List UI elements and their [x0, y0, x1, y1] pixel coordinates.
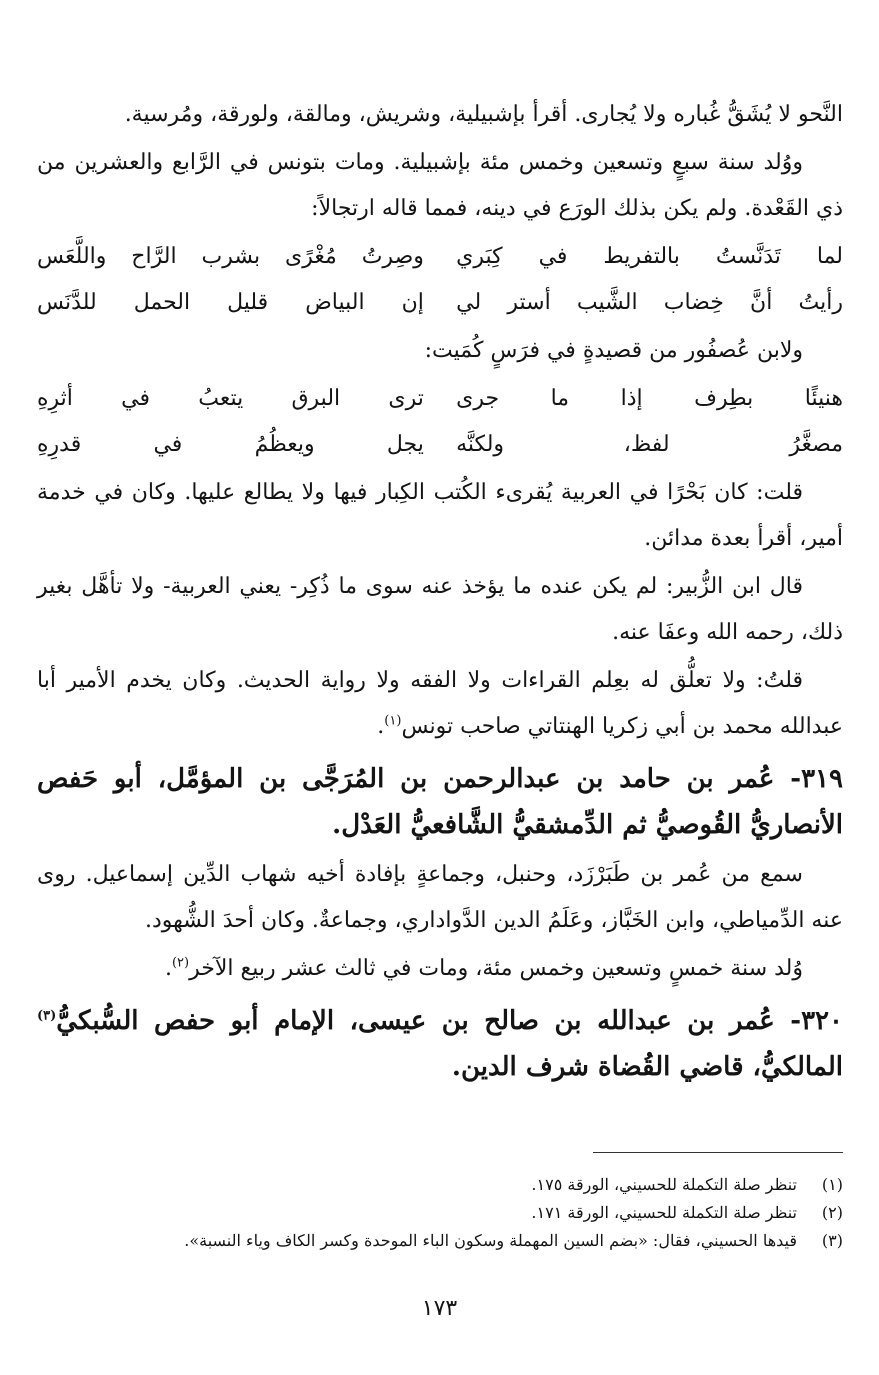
- verse-first-hemistich: لما تَدَنَّستُ بالتفريط في كِبَري: [456, 244, 843, 269]
- verse-first-hemistich: هنيئًا بطِرف إذا ما جرى: [456, 386, 843, 411]
- paragraph-ibn-zubayr: قال ابن الزُّبير: لم يكن عنده ما يؤخذ عنه سوى ما ذُكِر- يعني العربية- ولا تأهَّل بغير ذلك، رحمه الله وعفَا عنه.: [37, 574, 843, 645]
- footnote-mark: (٢): [821, 1203, 843, 1222]
- verse-line: [37, 422, 843, 468]
- verse-line: [37, 280, 843, 326]
- entry-heading-319: [37, 756, 843, 848]
- footnote-text: تنظر صلة التكملة للحسيني، الورقة ١٧١.: [531, 1203, 797, 1222]
- verse-line: [37, 234, 843, 280]
- poem-dye: [37, 234, 843, 326]
- page-body: [37, 92, 843, 1094]
- footnote: [37, 1228, 843, 1254]
- paragraph-hearing: سمع من عُمر بن طَبَرْزَد، وحنبل، وجماعةٍ بإفادة أخيه شهاب الدِّين إسماعيل. روى عنه الدِّمياطي، وابن الخَبَّاز، وعَلَمُ الدين الدَّواداري، وجماعةٌ. وكان أحدَ الشُّهود.: [37, 862, 843, 933]
- paragraph-birth-death: ووُلد سنة سبعٍ وتسعين وخمس مئة بإشبيلية. ومات بتونس في الرَّابع والعشرين من ذي القَعْدة. ولم يكن بذلك الورَع في دينه، فمما قاله ارتجالاً:: [37, 150, 843, 221]
- footnote-mark: (٣): [821, 1231, 843, 1250]
- paragraph-note-service: [37, 658, 843, 750]
- footnote: [37, 1172, 843, 1198]
- poem-horse: [37, 376, 843, 468]
- footnotes: [37, 1172, 843, 1256]
- footnote-mark: (١): [821, 1175, 843, 1194]
- page-number: ١٧٣: [421, 1296, 458, 1321]
- footnote: [37, 1200, 843, 1226]
- entry-number: ٣٢٠-: [790, 1006, 843, 1036]
- verse-second-hemistich: ترى البرق يتعبُ في أثرِهِ: [37, 386, 424, 411]
- footnote-text: قيدها الحسيني، فقال: «بضم السين المهملة وسكون الباء الموحدة وكسر الكاف وياء النسبة».: [184, 1231, 797, 1250]
- verse-line: [37, 376, 843, 422]
- verse-first-hemistich: مصغَّرُ لفظ، ولكنَّه: [456, 432, 843, 457]
- entry-heading-320: [37, 998, 843, 1090]
- paragraph-text: قلتُ: ولا تعلُّق له بعِلم القراءات ولا الفقه ولا رواية الحديث. وكان يخدم الأمير أبا عبدالله محمد بن أبي زكريا الهنتاتي صاحب تونس: [37, 668, 843, 739]
- verse-second-hemistich: إن البياض قليل الحمل للدَّنَس: [37, 290, 424, 315]
- footnote-text: تنظر صلة التكملة للحسيني، الورقة ١٧٥.: [531, 1175, 797, 1194]
- paragraph-birth-death-319: [37, 946, 843, 992]
- footnote-divider: [593, 1152, 843, 1153]
- footnote-ref[interactable]: (٣): [37, 1008, 57, 1024]
- paragraph-end-mark: .: [164, 956, 172, 981]
- entry-title-continued: المالكيُّ، قاضي القُضاة شرف الدين.: [451, 1052, 843, 1082]
- entry-number: ٣١٩-: [790, 764, 843, 794]
- verse-second-hemistich: يجل ويعظُمُ في قدرِهِ: [37, 432, 424, 457]
- paragraph-intro: النَّحو لا يُشَقُّ غُباره ولا يُجارى. أقرأ بإشبيلية، وشريش، ومالقة، ولورقة، ومُرسية.: [124, 102, 843, 127]
- verse-first-hemistich: رأيتُ أنَّ خِضاب الشَّيب أستر لي: [456, 290, 843, 315]
- entry-title: عُمر بن حامد بن عبدالرحمن بن المُرَجَّى بن المؤمَّل، أبو حَفص الأنصاريُّ القُوصيُّ ثم الدِّمشقيُّ الشَّافعيُّ العَدْل.: [37, 764, 843, 840]
- verse-second-hemistich: وصِرتُ مُغْرًى بشرب الرَّاح واللَّعَس: [37, 244, 424, 269]
- paragraph-comment: قلت: كان بَحْرًا في العربية يُقرىء الكُتب الكِبار فيها ولا يطالع عليها. وكان في خدمة أمير، أقرأ بعدة مدائن.: [37, 480, 843, 551]
- paragraph-poem-intro: ولابن عُصفُور من قصيدةٍ في فرَسٍ كُمَيت:: [424, 338, 803, 363]
- paragraph-text: وُلد سنة خمسٍ وتسعين وخمس مئة، ومات في ثالث عشر ربيع الآخر: [189, 956, 803, 981]
- footnote-ref[interactable]: (٢): [171, 955, 190, 971]
- paragraph-end-mark: .: [377, 714, 385, 739]
- entry-title: عُمر بن عبدالله بن صالح بن عيسى، الإمام أبو حفص السُّبكيُّ: [56, 1006, 775, 1036]
- footnote-ref[interactable]: (١): [384, 713, 402, 729]
